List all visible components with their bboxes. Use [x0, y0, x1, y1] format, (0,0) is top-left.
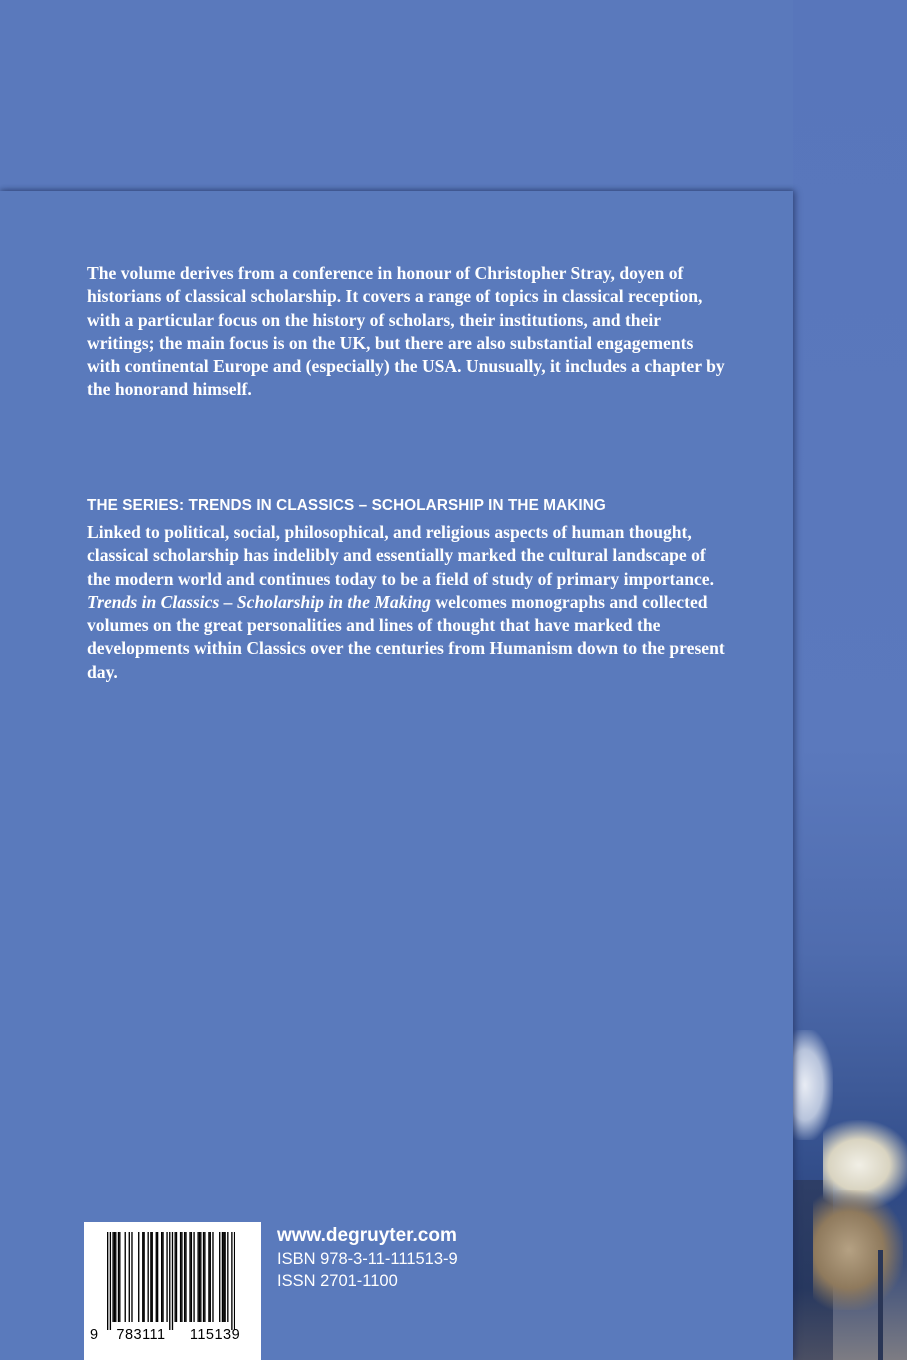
publisher-info — [277, 1224, 458, 1292]
barcode-bar — [199, 1232, 200, 1322]
cover-photo-strip — [793, 0, 907, 1360]
barcode-bar — [161, 1232, 162, 1322]
barcode-bar — [169, 1232, 170, 1330]
photo-stem — [878, 1250, 883, 1360]
barcode-bar — [175, 1232, 176, 1322]
isbn-number: ISBN 978-3-11-111513-9 — [277, 1250, 458, 1268]
barcode-bar — [180, 1232, 181, 1322]
barcode-right-group: 115139 — [189, 1327, 241, 1343]
barcode-bar — [208, 1232, 209, 1322]
barcode-bar — [185, 1232, 186, 1322]
barcode-bar — [224, 1232, 225, 1322]
barcode-bar — [152, 1232, 153, 1322]
series-description — [87, 521, 727, 684]
barcode-left-group: 783111 — [116, 1327, 166, 1343]
barcode-bar — [193, 1232, 194, 1322]
barcode-bar — [118, 1232, 119, 1322]
barcode-bar — [156, 1232, 157, 1322]
barcode-lead-digit: 9 — [90, 1327, 99, 1343]
barcode-bar — [125, 1232, 126, 1322]
barcode-bar — [115, 1232, 116, 1322]
barcode-bar — [150, 1232, 151, 1322]
barcode-bar — [189, 1232, 190, 1322]
barcode-bar — [219, 1232, 220, 1322]
barcode-bar — [114, 1232, 115, 1322]
barcode-bar — [162, 1232, 163, 1322]
barcode-bar — [197, 1232, 198, 1322]
barcode-bar — [172, 1232, 173, 1330]
barcode-bar — [231, 1232, 232, 1330]
barcode-bar — [200, 1232, 201, 1322]
barcode-bar — [210, 1232, 211, 1322]
barcode-bar — [176, 1232, 177, 1322]
barcode-bar — [234, 1232, 235, 1330]
barcode-digits — [90, 1327, 260, 1343]
barcode-bar — [223, 1232, 224, 1322]
series-description-intro: Linked to political, social, philosophical, and religious aspects of human thought, classical scholarship has indelibly and essentially marked the cultural landscape of the modern world and continues today to be a field of study of primary importance. — [87, 522, 715, 589]
publisher-website: www.degruyter.com — [277, 1225, 457, 1246]
barcode-bar — [142, 1232, 143, 1322]
book-blurb: The volume derives from a conference in honour of Christopher Stray, doyen of historians of classical scholarship. It covers a range of topics in classical reception, with a particular focus on the history of scholars, their institutions, and their writings; the main focus is on the UK, but there are also substantial engagements with continental Europe and (especially) the USA. Unusually, it includes a chapter by the honorand himself. — [87, 263, 725, 400]
series-title: Trends in Classics – Scholarship in the Making — [87, 591, 431, 612]
barcode-bar — [227, 1232, 228, 1322]
issn-number: ISSN 2701-1100 — [277, 1272, 398, 1290]
barcode-bar — [212, 1232, 213, 1322]
barcode-bar — [184, 1232, 185, 1322]
barcode-bar — [203, 1232, 204, 1322]
barcode-bar — [119, 1232, 120, 1322]
barcode-bar — [143, 1232, 144, 1322]
barcode-bar — [112, 1232, 113, 1322]
series-heading: THE SERIES: TRENDS IN CLASSICS – SCHOLARSHIP IN THE MAKING — [87, 497, 606, 514]
barcode-bar — [166, 1232, 167, 1322]
barcode-bar — [157, 1232, 158, 1322]
back-cover-panel — [0, 191, 793, 1360]
barcode-bar — [129, 1232, 130, 1322]
barcode-bar — [222, 1232, 223, 1322]
barcode-bar — [181, 1232, 182, 1322]
photo-seed-head — [813, 1190, 903, 1310]
series-description-rest: welcomes monographs and collected volumes on the great personalities and lines of thought that have marked the developments within Classics over the centuries from Humanism down to the present day. — [87, 591, 725, 682]
barcode-bar — [204, 1232, 205, 1322]
barcode-bar — [107, 1232, 108, 1330]
barcode-bar — [148, 1232, 149, 1322]
barcode-bar — [131, 1232, 132, 1322]
barcode-bars — [107, 1232, 235, 1330]
barcode-bar — [110, 1232, 111, 1330]
barcode-bar — [138, 1232, 139, 1322]
barcode-bar — [191, 1232, 192, 1322]
isbn-barcode — [84, 1222, 261, 1360]
